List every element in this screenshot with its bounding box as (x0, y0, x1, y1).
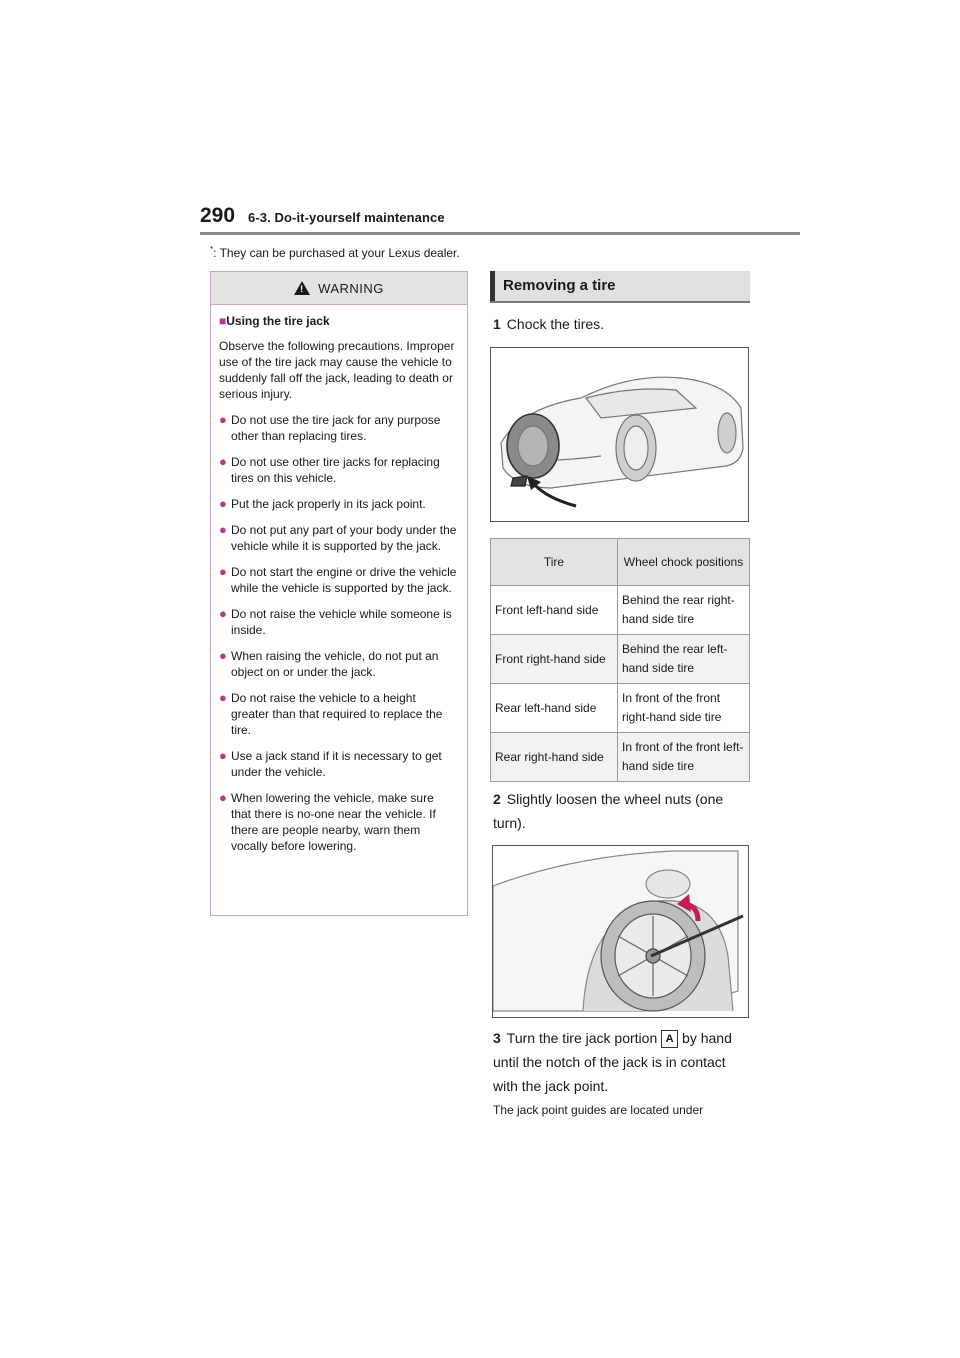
step-text-after: by hand until the notch of the jack is in contact with the jack point. (493, 1030, 732, 1094)
warning-bullet (219, 748, 457, 780)
car-chock-illustration (490, 347, 749, 522)
step-number: 3 (493, 1030, 501, 1046)
wheel-illustration-svg (493, 846, 748, 1017)
table-header-tire: Tire (491, 539, 618, 586)
table-header-chock-positions: Wheel chock positions (618, 539, 750, 586)
warning-bullet (219, 454, 457, 486)
bullet-dot-icon: ● (219, 648, 227, 663)
warning-bullet-text: Do not raise the vehicle while someone is inside. (231, 607, 452, 637)
step-1 (493, 312, 604, 336)
table-row (491, 635, 750, 684)
table-cell-position: In front of the front left-hand side tire (618, 733, 750, 782)
warning-bullet-text: Do not start the engine or drive the vehicle while the vehicle is supported by the jack. (231, 565, 457, 595)
bullet-dot-icon: ● (219, 790, 227, 805)
footnote (210, 245, 460, 260)
bullet-dot-icon: ● (219, 748, 227, 763)
warning-bullet (219, 690, 457, 738)
bullet-dot-icon: ● (219, 496, 227, 511)
warning-bullet-text: When raising the vehicle, do not put an object on or under the jack. (231, 649, 439, 679)
warning-bullet (219, 790, 457, 854)
bullet-dot-icon: ● (219, 606, 227, 621)
footnote-text: : They can be purchased at your Lexus dealer. (213, 246, 460, 260)
warning-bullet (219, 496, 457, 512)
footnote-mark: * (210, 245, 214, 254)
warning-intro: Observe the following precautions. Improper use of the tire jack may cause the vehicle to suddenly fall off the jack, leading to death or serious injury. (219, 339, 455, 401)
warning-bullet-text: Do not put any part of your body under the vehicle while it is supported by the jack. (231, 523, 457, 553)
table-cell-position: In front of the front right-hand side tire (618, 684, 750, 733)
step-number: 1 (493, 316, 501, 332)
bullet-dot-icon: ● (219, 412, 227, 427)
section-title: 6-3. Do-it-yourself maintenance (248, 210, 445, 225)
bullet-dot-icon: ● (219, 690, 227, 705)
warning-box (210, 271, 468, 916)
warning-bullet-text: Do not raise the vehicle to a height greater than that required to replace the tire. (231, 691, 443, 737)
warning-title: WARNING (318, 280, 384, 296)
warning-bullet (219, 606, 457, 638)
warning-bullet (219, 564, 457, 596)
warning-header (211, 272, 467, 305)
table-row (491, 586, 750, 635)
warning-bullet-text: Do not use other tire jacks for replacing tires on this vehicle. (231, 455, 440, 485)
table-row (491, 684, 750, 733)
warning-bullet-text: Put the jack properly in its jack point. (231, 497, 426, 511)
callout-a-label: A (661, 1030, 678, 1048)
step-2 (493, 787, 753, 835)
table-cell-position: Behind the rear left-hand side tire (618, 635, 750, 684)
warning-bullet-text: Do not use the tire jack for any purpose other than replacing tires. (231, 413, 441, 443)
removing-tire-heading (490, 271, 750, 303)
table-cell-tire: Front right-hand side (491, 635, 618, 684)
warning-subheading-text: Using the tire jack (226, 314, 330, 328)
warning-bullet (219, 648, 457, 680)
step-text-before: Turn the tire jack portion (506, 1030, 658, 1046)
removing-tire-heading-text: Removing a tire (503, 277, 616, 294)
warning-triangle-icon (294, 281, 310, 295)
step-3 (493, 1026, 753, 1098)
warning-subheading (219, 313, 457, 329)
step-text: Chock the tires. (506, 316, 605, 332)
bullet-dot-icon: ● (219, 454, 227, 469)
wheel-nut-illustration (492, 845, 749, 1018)
step-number: 2 (493, 791, 501, 807)
heading-bar (490, 271, 495, 301)
table-cell-tire: Rear left-hand side (491, 684, 618, 733)
warning-bullet-text: When lowering the vehicle, make sure that there is no-one near the vehicle. If there are people nearby, warn them vocally before lowering. (231, 791, 436, 853)
warning-bullet-text: Use a jack stand if it is necessary to get under the vehicle. (231, 749, 442, 779)
warning-bullet (219, 412, 457, 444)
square-bullet-icon: ■ (219, 314, 227, 328)
header-rule (200, 232, 800, 235)
car-illustration-svg (491, 348, 748, 521)
table-row (491, 733, 750, 782)
warning-bullet (219, 522, 457, 554)
warning-body (211, 305, 467, 854)
jack-point-note: The jack point guides are located under (493, 1103, 704, 1117)
bullet-dot-icon: ● (219, 564, 227, 579)
wheel-chock-table (490, 538, 750, 782)
page-number: 290 (200, 204, 236, 227)
step-text: Slightly loosen the wheel nuts (one turn). (493, 791, 724, 831)
table-cell-tire: Front left-hand side (491, 586, 618, 635)
table-cell-position: Behind the rear right-hand side tire (618, 586, 750, 635)
table-cell-tire: Rear right-hand side (491, 733, 618, 782)
bullet-dot-icon: ● (219, 522, 227, 537)
table-header-row (491, 539, 750, 586)
